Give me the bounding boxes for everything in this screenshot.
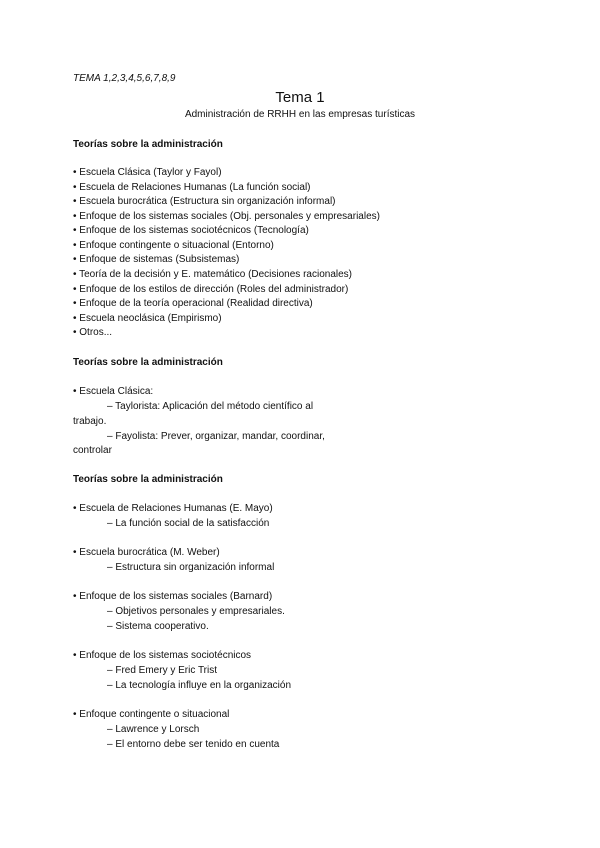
list-item: • Enfoque de la teoría operacional (Realidad directiva) [73, 298, 313, 309]
list-item: • Escuela neoclásica (Empirismo) [73, 313, 222, 324]
list-item: • Otros... [73, 327, 113, 338]
sub-item: – El entorno debe ser tenido en cuenta [107, 739, 280, 750]
list-item: • Escuela de Relaciones Humanas (E. Mayo) [73, 503, 273, 514]
sub-item: – Taylorista: Aplicación del método científico al [107, 401, 314, 412]
sub-item: – Objetivos personales y empresariales. [107, 606, 285, 617]
sub-item-continuation: controlar [73, 445, 112, 456]
list-item: • Enfoque de los sistemas sociotécnicos (Tecnología) [73, 225, 309, 236]
list-item: • Escuela Clásica: [73, 386, 154, 397]
list-item: • Enfoque de sistemas (Subsistemas) [73, 254, 240, 265]
list-item: • Enfoque contingente o situacional (Entorno) [73, 240, 274, 251]
list-item: • Teoría de la decisión y E. matemático (Decisiones racionales) [73, 269, 352, 280]
list-item: • Escuela burocrática (M. Weber) [73, 547, 220, 558]
section-heading: Teorías sobre la administración [73, 357, 223, 368]
sub-item: – Fayolista: Prever, organizar, mandar, coordinar, [107, 431, 325, 442]
sub-item-continuation: trabajo. [73, 416, 107, 427]
sub-item: – Lawrence y Lorsch [107, 724, 200, 735]
list-item: • Enfoque contingente o situacional [73, 709, 230, 720]
section-heading: Teorías sobre la administración [73, 474, 223, 485]
list-item: • Enfoque de los sistemas sociales (Barnard) [73, 591, 273, 602]
page-title: Tema 1 [275, 89, 325, 106]
list-item: • Enfoque de los sistemas sociales (Obj. personales y empresariales) [73, 211, 380, 222]
list-item: • Enfoque de los sistemas sociotécnicos [73, 650, 252, 661]
section-heading: Teorías sobre la administración [73, 139, 223, 150]
sub-item: – Sistema cooperativo. [107, 621, 209, 632]
tema-list: TEMA 1,2,3,4,5,6,7,8,9 [73, 73, 176, 84]
list-item: • Escuela burocrática (Estructura sin organización informal) [73, 196, 336, 207]
list-item: • Escuela Clásica (Taylor y Fayol) [73, 167, 222, 178]
list-item: • Enfoque de los estilos de dirección (Roles del administrador) [73, 284, 349, 295]
sub-item: – La tecnología influye en la organización [107, 680, 292, 691]
sub-item: – Estructura sin organización informal [107, 562, 275, 573]
sub-item: – Fred Emery y Eric Trist [107, 665, 218, 676]
page-subtitle: Administración de RRHH en las empresas turísticas [184, 109, 416, 120]
list-item: • Escuela de Relaciones Humanas (La función social) [73, 182, 311, 193]
sub-item: – La función social de la satisfacción [107, 518, 270, 529]
